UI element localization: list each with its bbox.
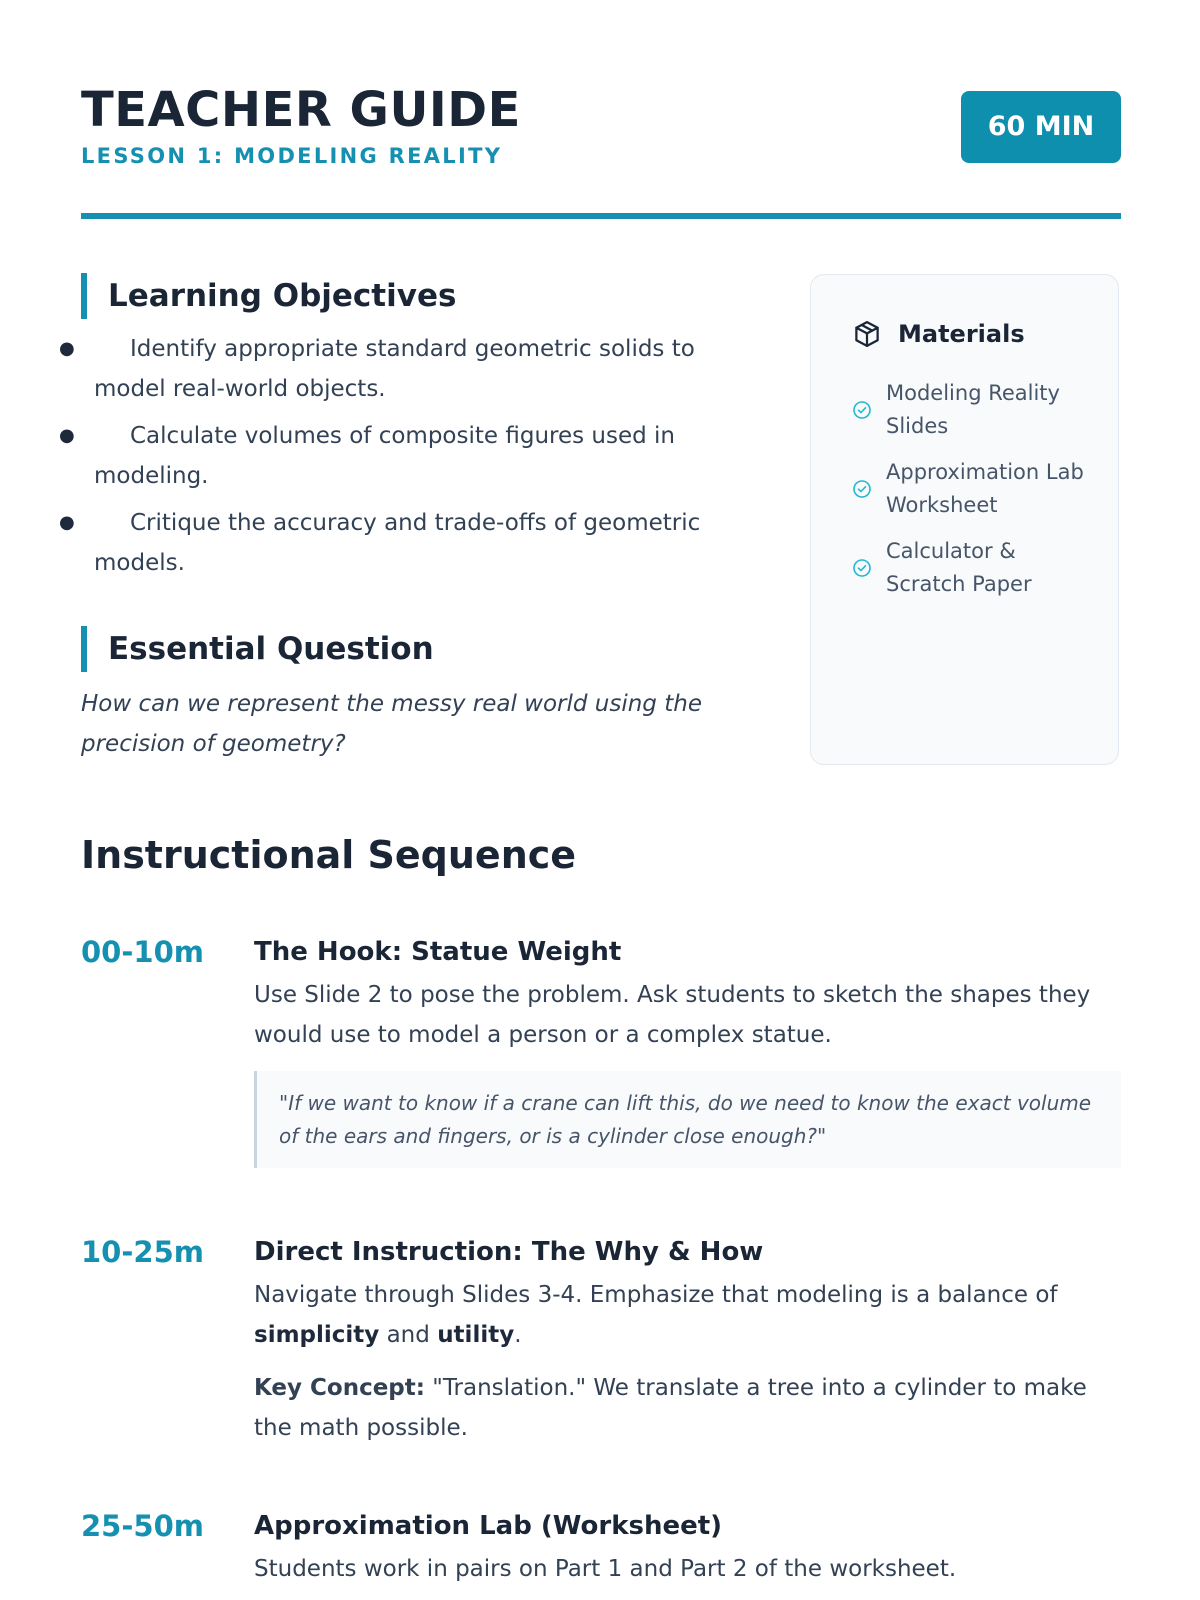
essential-question-section: [81, 626, 761, 764]
essential-question-heading: Essential Question: [81, 626, 761, 672]
bullet-icon: ●: [59, 512, 75, 533]
material-item: [852, 377, 1092, 443]
teacher-prompt-quote: "If we want to know if a crane can lift this, do we need to know the exact volume of the ears and fingers, or is a cylinder close enough?": [254, 1071, 1121, 1168]
header-divider: [81, 213, 1121, 219]
bullet-icon: ●: [59, 338, 75, 359]
objectives-list: [59, 329, 761, 583]
page-title: TEACHER GUIDE: [81, 82, 521, 138]
bullet-icon: ●: [59, 425, 75, 446]
material-item: [852, 535, 1092, 601]
key-concept: [254, 1368, 1121, 1448]
description-text: Navigate through Slides 3-4. Emphasize that modeling is a balance of: [254, 1282, 1058, 1308]
step-description: Students work in pairs on Part 1 and Part 2 of the worksheet.: [254, 1556, 957, 1582]
materials-card: [810, 274, 1119, 765]
material-label: Modeling Reality Slides: [886, 381, 1060, 438]
material-label: Approximation Lab Worksheet: [886, 460, 1084, 517]
objective-item: [59, 503, 761, 583]
learning-objectives-heading: Learning Objectives: [81, 273, 761, 319]
materials-header: [852, 319, 1025, 349]
objective-text: Critique the accuracy and trade-offs of geometric models.: [94, 510, 701, 576]
key-concept-label: Key Concept:: [254, 1375, 425, 1401]
objective-text: Identify appropriate standard geometric solids to model real-world objects.: [94, 336, 695, 402]
learning-objectives-section: [59, 273, 761, 590]
page-header: [81, 78, 1121, 178]
step-heading: Approximation Lab (Worksheet): [254, 1511, 723, 1541]
step-body: [254, 930, 1121, 1168]
emphasis-simplicity: simplicity: [254, 1322, 380, 1348]
step-time: 25-50m: [81, 1509, 204, 1543]
duration-badge: 60 MIN: [961, 91, 1121, 163]
step-time: 00-10m: [81, 935, 204, 969]
check-circle-icon: [852, 558, 872, 578]
step-body: [254, 1504, 1121, 1589]
box-icon: [852, 319, 882, 349]
step-heading: Direct Instruction: The Why & How: [254, 1237, 764, 1267]
description-text: .: [514, 1322, 522, 1348]
objective-text: Calculate volumes of composite figures used in modeling.: [94, 423, 676, 489]
step-time: 10-25m: [81, 1235, 204, 1269]
instructional-sequence-heading: Instructional Sequence: [81, 833, 577, 877]
material-label: Calculator & Scratch Paper: [886, 539, 1032, 596]
step-heading: The Hook: Statue Weight: [254, 937, 622, 967]
essential-question-text: How can we represent the messy real world using the precision of geometry?: [81, 691, 702, 757]
description-text: and: [379, 1322, 438, 1348]
objective-item: [59, 329, 761, 409]
step-description: Use Slide 2 to pose the problem. Ask students to sketch the shapes they would use to model a person or a complex statue.: [254, 982, 1091, 1048]
emphasis-utility: utility: [437, 1322, 515, 1348]
materials-title: Materials: [898, 320, 1025, 348]
check-circle-icon: [852, 400, 872, 420]
material-item: [852, 456, 1092, 522]
lesson-subtitle: LESSON 1: MODELING REALITY: [81, 144, 503, 168]
key-concept-text: "Translation." We translate a tree into a cylinder to make the math possible.: [254, 1375, 1087, 1441]
materials-list: [852, 377, 1092, 614]
step-description: [254, 1275, 1121, 1355]
objective-item: [59, 416, 761, 496]
check-circle-icon: [852, 479, 872, 499]
step-body: [254, 1230, 1121, 1448]
